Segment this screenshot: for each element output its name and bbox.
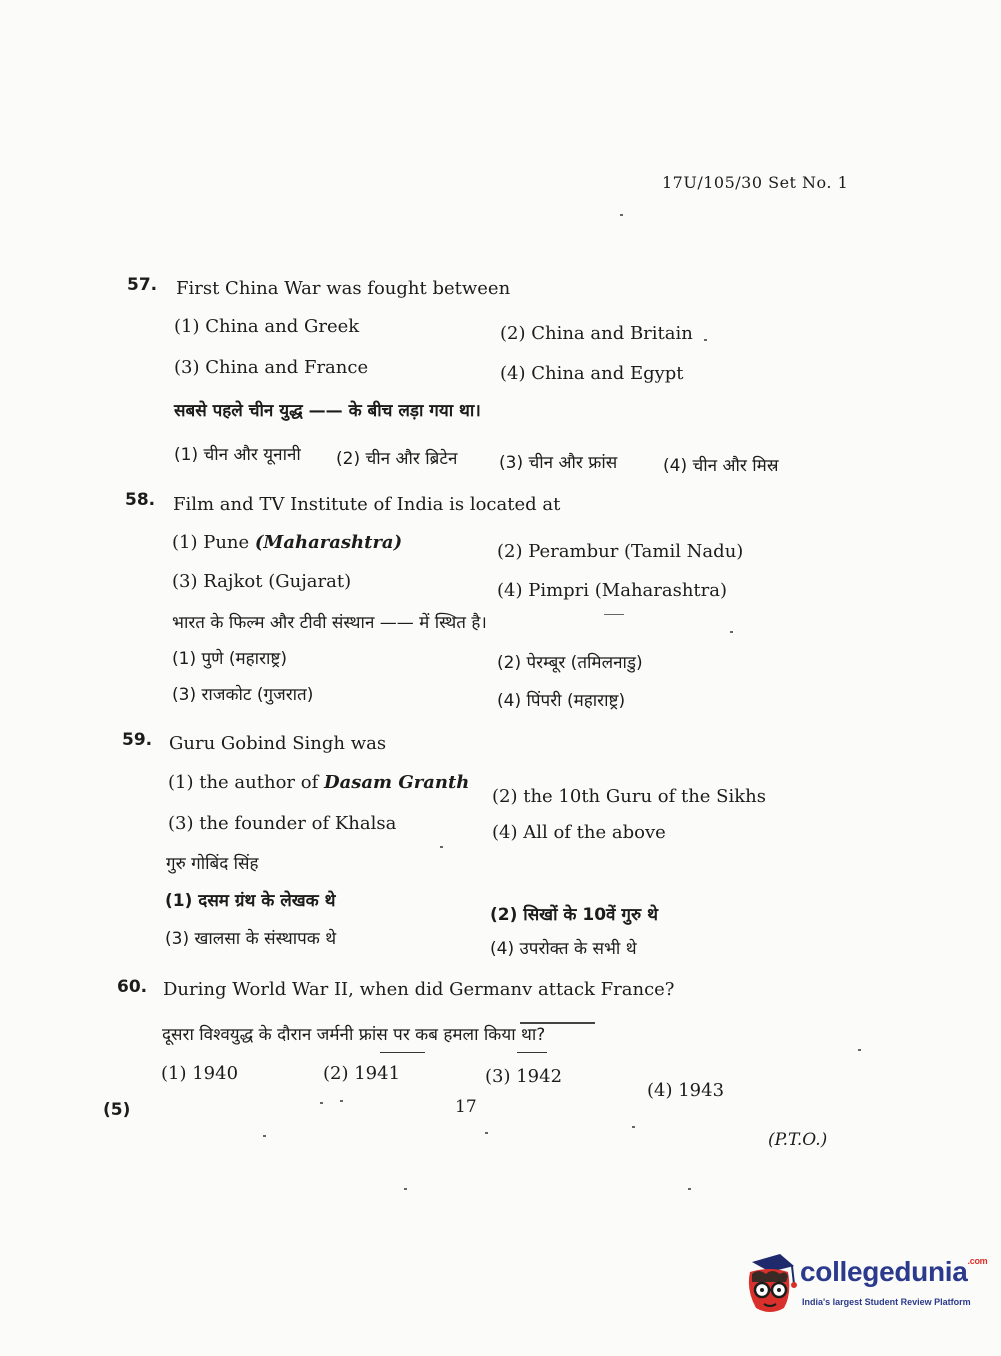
hindi-option-2: (2) चीन और ब्रिटेन <box>336 449 458 469</box>
scan-speck <box>688 1188 691 1190</box>
option-2: (2) Perambur (Tamil Nadu) <box>497 541 744 562</box>
option-2: (2) 1941 <box>323 1063 401 1084</box>
option-1-city: (1) Pune <box>172 532 250 553</box>
scan-speck <box>620 214 623 216</box>
hindi-question-text: सबसे पहले चीन युद्ध —— के बीच लड़ा गया था। <box>174 401 481 421</box>
hindi-option-4: (4) चीन और मिस्र <box>663 456 779 476</box>
option-3: (3) the founder of Khalsa <box>168 813 397 834</box>
hindi-question-text: गुरु गोबिंद सिंह <box>166 854 259 874</box>
hindi-option-2: (2) पेरम्बूर (तमिलनाडु) <box>497 653 643 673</box>
scan-speck <box>320 1102 323 1104</box>
hindi-option-3: (3) राजकोट (गुजरात) <box>172 685 314 705</box>
scan-speck <box>263 1135 266 1137</box>
scan-speck <box>485 1132 488 1134</box>
hindi-option-1: (1) चीन और यूनानी <box>174 445 301 465</box>
pto-label: (P.T.O.) <box>768 1130 828 1150</box>
hindi-question-text: भारत के फिल्म और टीवी संस्थान —— में स्थित है। <box>172 613 487 633</box>
question-number: 58. <box>125 490 156 510</box>
set-marker: (5) <box>103 1100 131 1120</box>
hindi-option-2: (2) सिखों के 10वें गुरु थे <box>490 905 658 925</box>
set-code: 17U/105/30 Set No. 1 <box>662 173 849 192</box>
option-3: (3) 1942 <box>485 1066 563 1087</box>
option-3: (3) Rajkot (Gujarat) <box>172 571 352 592</box>
hindi-option-4: (4) पिंपरी (महाराष्ट्र) <box>497 691 626 711</box>
option-1-book: Dasam Granth <box>323 772 470 793</box>
question-text: First China War was fought between <box>176 278 511 299</box>
logo-wordmark: collegedunia$^{.com}$ <box>800 1256 988 1287</box>
hindi-question-text: दूसरा विश्वयुद्ध के दौरान जर्मनी फ्रांस पर कब हमला किया था? <box>162 1025 546 1045</box>
option-1: (1) 1940 <box>161 1063 239 1084</box>
scan-speck <box>858 1049 861 1051</box>
question-text: Guru Gobind Singh was <box>169 733 387 754</box>
question-text: During World War II, when did Germanv attack France? <box>163 979 675 1000</box>
hindi-option-3: (3) चीन और फ्रांस <box>499 453 618 473</box>
option-2: (2) the 10th Guru of the Sikhs <box>492 786 767 807</box>
option-4: (4) China and Egypt <box>500 363 684 384</box>
question-number: 57. <box>127 275 158 295</box>
option-4: (4) Pimpri (Maharashtra) <box>497 580 728 601</box>
page-number: 17 <box>455 1097 477 1117</box>
question-text: Film and TV Institute of India is located at <box>173 494 561 515</box>
option-1-text: (1) the author of <box>168 772 319 793</box>
option-1-state: (Maharashtra) <box>254 532 403 553</box>
hindi-option-4: (4) उपरोक्त के सभी थे <box>490 939 637 959</box>
option-1 <box>172 532 402 553</box>
scan-speck <box>520 1022 595 1024</box>
option-4: (4) 1943 <box>647 1080 725 1101</box>
scan-speck <box>517 1052 547 1053</box>
hindi-option-1: (1) दसम ग्रंथ के लेखक थे <box>165 891 336 911</box>
option-3: (3) China and France <box>174 357 369 378</box>
collegedunia-logo <box>742 1250 988 1320</box>
question-number: 60. <box>117 977 148 997</box>
scan-speck <box>440 846 443 848</box>
scan-speck <box>730 631 733 633</box>
mascot-icon <box>742 1250 798 1318</box>
scan-speck <box>604 614 624 615</box>
hindi-option-3: (3) खालसा के संस्थापक थे <box>165 929 337 949</box>
scan-speck <box>704 339 707 341</box>
scan-speck <box>404 1188 407 1190</box>
option-1: (1) China and Greek <box>174 316 360 337</box>
option-4: (4) All of the above <box>492 822 666 843</box>
scan-speck <box>340 1100 343 1102</box>
question-number: 59. <box>122 730 153 750</box>
scan-speck <box>380 1052 425 1053</box>
hindi-option-1: (1) पुणे (महाराष्ट्र) <box>172 649 287 669</box>
logo-tagline: India's largest Student Review Platform <box>802 1297 971 1307</box>
option-2: (2) China and Britain <box>500 323 693 344</box>
scan-speck <box>632 1126 635 1128</box>
option-1 <box>168 772 469 793</box>
